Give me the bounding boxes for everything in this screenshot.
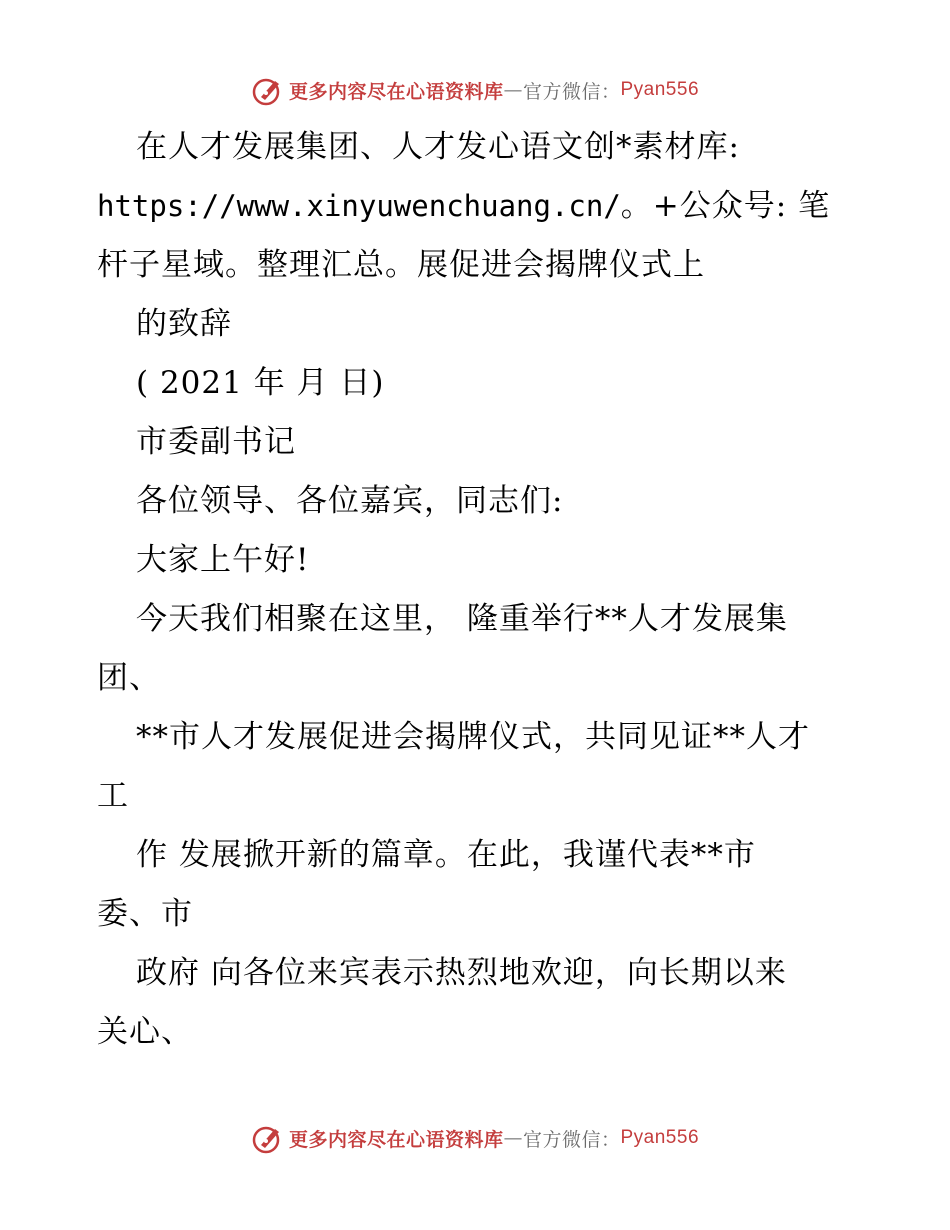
footer-watermark: [0, 1118, 950, 1158]
source-url: https://www.xinyuwenchuang.cn/: [97, 189, 621, 223]
doc-line: 关心、: [97, 1014, 193, 1050]
doc-line: 团、: [97, 660, 161, 696]
doc-line-url: [97, 186, 830, 226]
doc-line: 作 发展掀开新的篇章。在此，我谨代表**市: [136, 837, 756, 873]
doc-speaker-title: 市委副书记: [136, 424, 296, 460]
watermark-dash: —: [503, 1127, 523, 1149]
watermark-wechat-label: 官方微信：: [522, 80, 621, 103]
pen-nib-logo-icon: [251, 73, 285, 107]
doc-salutation: 各位领导、各位嘉宾，同志们:: [136, 483, 564, 519]
doc-line: 的致辞: [136, 306, 232, 342]
doc-line: 在人才发展集团、人才发心语文创*素材库:: [136, 129, 740, 165]
doc-line-tail: 。+公众号: 笔: [620, 188, 831, 224]
doc-line: 今天我们相聚在这里， 隆重举行**人才发展集: [136, 601, 788, 637]
doc-date-line: ( 2021 年 月 日): [136, 365, 385, 401]
watermark-wechat-id: Pyan556: [620, 79, 700, 100]
doc-line: 杆子星域。整理汇总。展促进会揭牌仪式上: [97, 247, 705, 283]
watermark-site-text: 更多内容尽在心语资料库: [288, 80, 504, 103]
watermark-wechat-id: Pyan556: [620, 1127, 700, 1148]
doc-greeting: 大家上午好!: [136, 542, 310, 578]
watermark-site-text: 更多内容尽在心语资料库: [288, 1128, 504, 1151]
pen-nib-logo-icon: [251, 1121, 285, 1155]
watermark-dash: —: [503, 79, 523, 101]
doc-line: **市人才发展促进会揭牌仪式，共同见证**人才: [136, 719, 810, 755]
doc-line: 政府 向各位来宾表示热烈地欢迎，向长期以来: [136, 955, 787, 991]
header-watermark: [0, 70, 950, 110]
watermark-wechat-label: 官方微信：: [522, 1128, 621, 1151]
doc-line: 工: [97, 778, 129, 814]
doc-line: 委、市: [97, 896, 193, 932]
